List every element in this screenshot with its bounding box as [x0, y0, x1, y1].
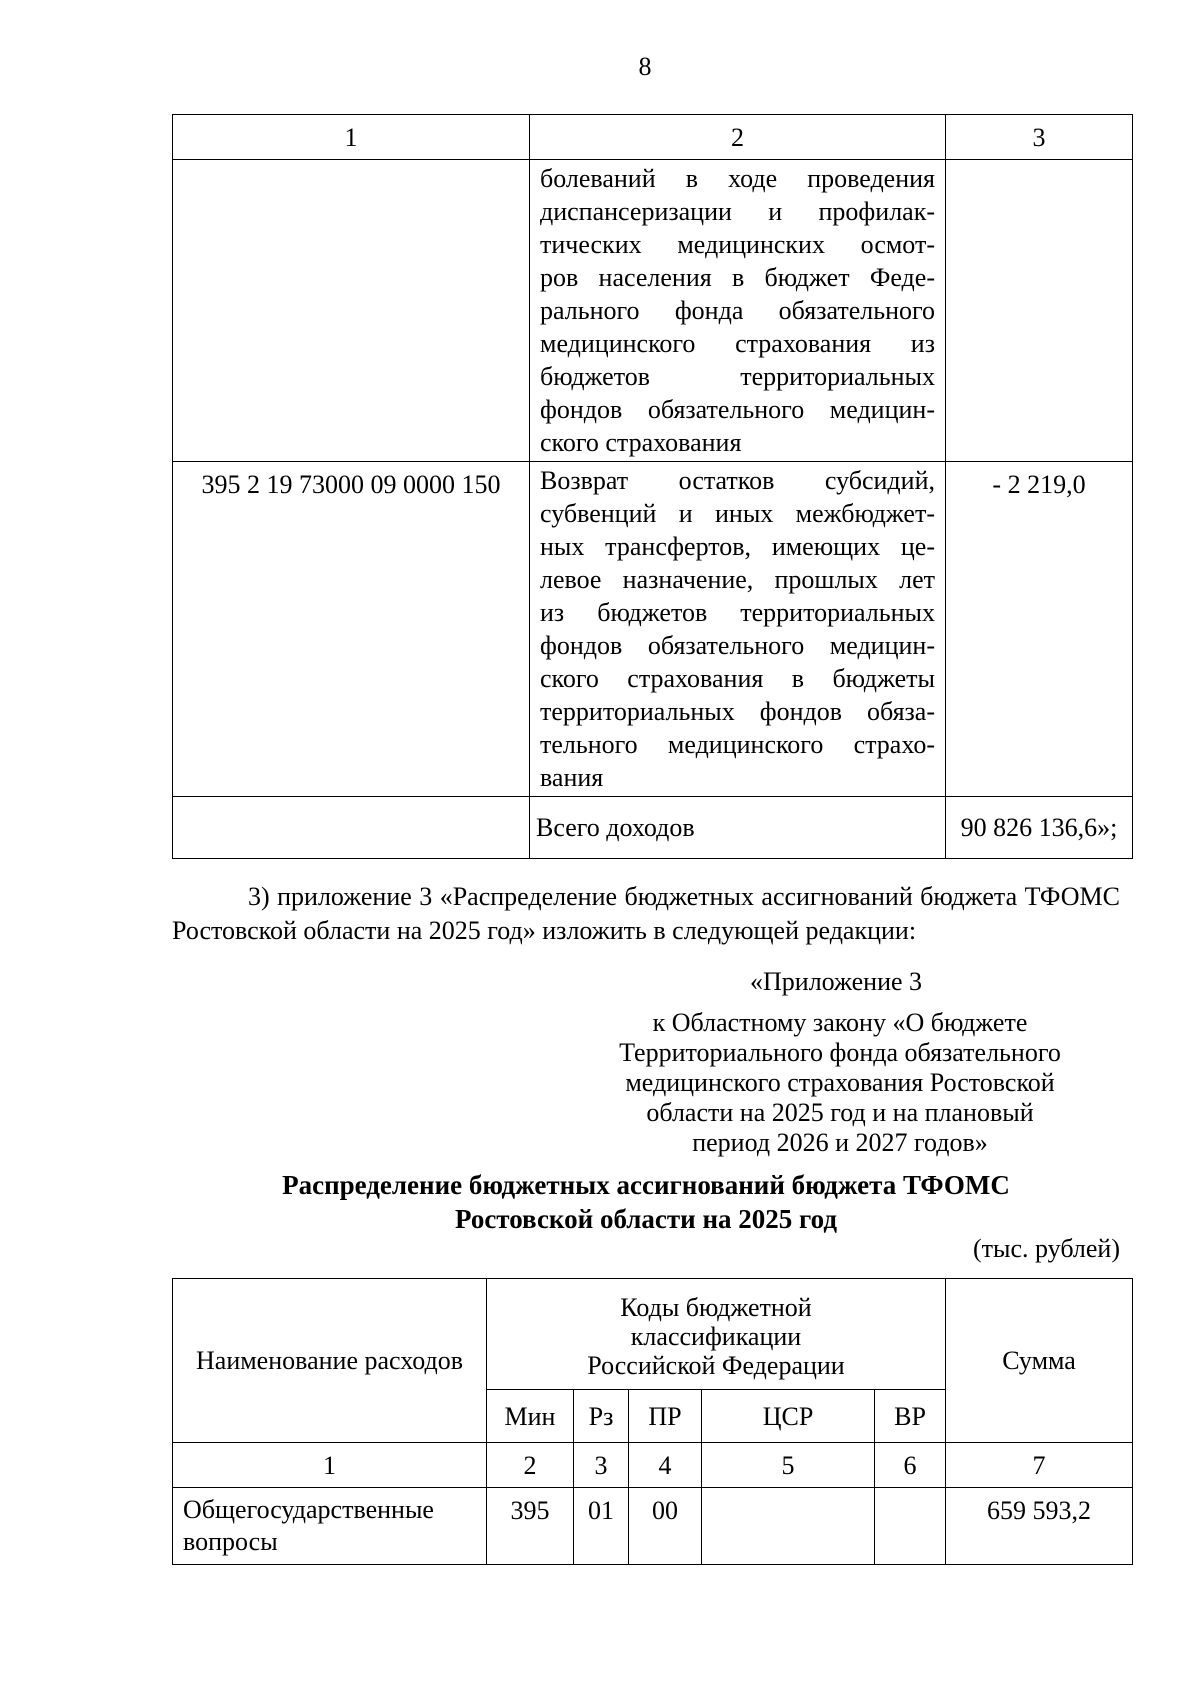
- description-line: ных трансфертов, имеющих це-: [540, 532, 935, 561]
- code-pr: 00: [629, 1488, 702, 1565]
- description-line: фондов обязательного медицин-: [540, 631, 935, 660]
- total-amount: 90 826 136,6»;: [946, 797, 1133, 859]
- header-min: Мин: [487, 1390, 574, 1443]
- code-vr: [875, 1488, 946, 1565]
- column-number: 3: [946, 115, 1133, 160]
- table-row: [173, 1488, 1133, 1565]
- description-line: тических медицинских осмот-: [540, 230, 935, 259]
- description-line: вания: [540, 763, 604, 792]
- column-number: 3: [574, 1443, 629, 1488]
- header-pr: ПР: [629, 1390, 702, 1443]
- description-line: рального фонда обязательного: [540, 296, 935, 325]
- description-line: фондов обязательного медицин-: [540, 395, 935, 424]
- description-line: Возврат остатков субсидий,: [540, 466, 935, 495]
- expense-name: Общегосударственные вопросы: [173, 1488, 487, 1565]
- description-line: левое назначение, прошлых лет: [540, 565, 935, 594]
- budget-code: 395 2 19 73000 09 0000 150: [173, 462, 530, 797]
- column-number: 6: [875, 1443, 946, 1488]
- header-codes: Коды бюджетной классификации Российской Федерации: [487, 1279, 946, 1390]
- revenue-amount: [946, 160, 1133, 462]
- code-rz: 01: [574, 1488, 629, 1565]
- column-number: 7: [946, 1443, 1133, 1488]
- description-line: субвенций и иных межбюджет-: [540, 499, 935, 528]
- revenue-table: [172, 114, 1133, 859]
- budget-code: [173, 160, 530, 462]
- description-line: ского страхования: [540, 428, 742, 457]
- table-header-row: [173, 115, 1133, 160]
- column-number: 1: [173, 115, 530, 160]
- column-number: 1: [173, 1443, 487, 1488]
- description-line: тельного медицинского страхо-: [540, 730, 935, 759]
- amendment-paragraph: 3) приложение 3 «Распределение бюджетных ассигнований бюджета ТФОМС Ростовской области на 2025 год» изложить в следующей редакции:: [172, 882, 1120, 945]
- header-vr: ВР: [875, 1390, 946, 1443]
- annex-reference: к Областному закону «О бюджете Территориального фонда обязательного медицинского страхования Ростовской области на 2025 год и на плановый период 2026 и 2027 годов»: [619, 1008, 1061, 1157]
- description-line: ского страхования в бюджеты: [540, 664, 935, 693]
- column-number: 4: [629, 1443, 702, 1488]
- expense-sum: 659 593,2: [946, 1488, 1133, 1565]
- header-csr: ЦСР: [702, 1390, 875, 1443]
- description-line: территориальных фондов обяза-: [540, 697, 935, 726]
- description-line: медицинского страхования из: [540, 329, 935, 358]
- description-line: бюджетов территориальных: [540, 362, 935, 391]
- header-rz: Рз: [574, 1390, 629, 1443]
- header-name: Наименование расходов: [173, 1279, 487, 1443]
- table-row: [173, 160, 1133, 462]
- revenue-description: [530, 160, 946, 462]
- description-line: диспансеризации и профилак-: [540, 197, 935, 226]
- document-title: Распределение бюджетных ассигнований бюджета ТФОМС Ростовской области на 2025 год: [282, 1170, 1010, 1234]
- page-number: 8: [638, 52, 652, 81]
- description-line: из бюджетов территориальных: [540, 598, 935, 627]
- revenue-amount: - 2 219,0: [946, 462, 1133, 797]
- table-row: [173, 462, 1133, 797]
- description-line: ров населения в бюджет Феде-: [540, 263, 935, 292]
- column-number: 2: [530, 115, 946, 160]
- description-line: болеваний в ходе проведения: [540, 164, 935, 193]
- revenue-description: [530, 462, 946, 797]
- allocation-table: [172, 1278, 1133, 1565]
- column-number: 2: [487, 1443, 574, 1488]
- code-csr: [702, 1488, 875, 1565]
- annex-title: «Приложение 3: [750, 967, 923, 996]
- header-sum: Сумма: [946, 1279, 1133, 1443]
- total-label: Всего доходов: [530, 797, 946, 859]
- unit-label: (тыс. рублей): [972, 1234, 1120, 1263]
- table-header-row: [173, 1279, 1133, 1390]
- total-row: [173, 797, 1133, 859]
- column-numbers-row: [173, 1443, 1133, 1488]
- empty-cell: [173, 797, 530, 859]
- column-number: 5: [702, 1443, 875, 1488]
- code-min: 395: [487, 1488, 574, 1565]
